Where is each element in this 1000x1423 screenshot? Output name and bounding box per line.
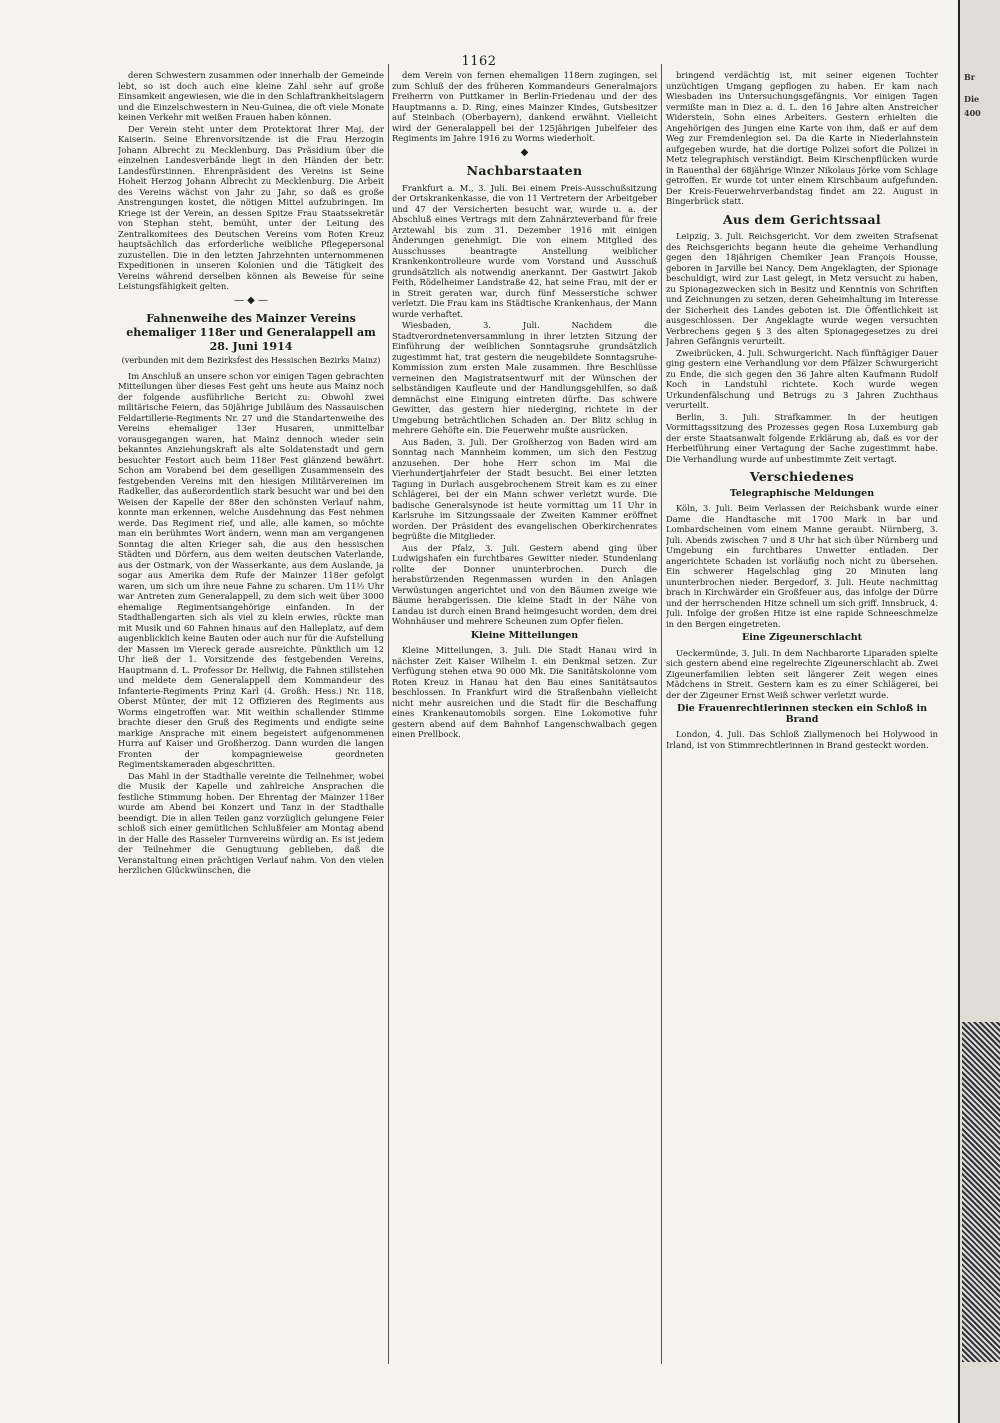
article-text: Berlin, 3. Juli. Strafkammer. In der heutigen Vormittagssitzung des Prozesses gegen Rosa Luxemburg gab der erste Staatsanwalt folgende Erklärung ab, daß es vor der Herbeiführung einer Vertagung der Sache zugestimmt habe. Die Verhandlung wurde auf unbestimmte Zeit vertagt. <box>666 411 938 464</box>
article-text: London, 4. Juli. Das Schloß Ziallymenoch bei Holywood in Irland, ist von Stimmrechtlerinnen in Brand gesteckt worden. <box>666 729 938 750</box>
sub-heading: Die Frauenrechtlerinnen stecken ein Schloß in Brand <box>676 703 928 725</box>
edge-fragment: Br <box>964 72 975 82</box>
article-text: Der Verein steht unter dem Protektorat Ihrer Maj. der Kaiserin. Seine Ehrenvorsitzende ist die Frau Herzogin Johann Albrecht zu Mecklenburg. Das Präsidium über die einzelnen Landesverbände liegt in den Händen der betr. Landesfürstinnen. Ehrenpräsident des Vereins ist Seine Hoheit Herzog Johann Albrecht zu Mecklenburg. Die Arbeit des Vereins wächst von Jahr zu Jahr, so daß es große Anstrengungen kostet, die nötigen Mittel aufzubringen. Im Kriege ist der Verein, an dessen Spitze Frau Staatssekretär von Stephan steht, bemüht, unter der Leitung des Zentralkomitees des Deutschen Vereins vom Roten Kreuz hauptsächlich das erforderliche weibliche Pflegepersonal zuzustellen. Die in den letzten Jahrzehnten unternommenen Expeditionen in unseren Kolonien und die Tätigkeit des Vereins während derselben können als Beweise für seine Leistungsfähigkeit gelten. <box>118 123 384 291</box>
article-headline: Fahnenweihe des Mainzer Vereins ehemaliger 118er und Generalappell am 28. Juni 1914 <box>126 312 376 353</box>
sub-heading: Eine Zigeunerschlacht <box>741 632 863 643</box>
column-2 <box>392 70 657 1365</box>
section-heading: Verschiedenes <box>749 469 855 484</box>
article-text: Köln, 3. Juli. Beim Verlassen der Reichsbank wurde einer Dame die Handtasche mit 1700 Mark in bar und Lombardscheinen vom einem Manne geraubt. Nürnberg, 3. Juli. Abends zwischen 7 und 8 Uhr hat sich über Nürnberg und Umgebung ein furchtbares Unwetter entladen. Der angerichtete Schaden ist vorläufig noch nicht zu übersehen. Ein schwerer Hagelschlag ging 20 Minuten lang ununterbrochen nieder. Bergedorf, 3. Juli. Heute nachmittag brach in Kirchwärder ein Großfeuer aus, das infolge der Dürre und der herrschenden Hitze schnell um sich griff. Innsbruck, 4. Juli. Infolge der großen Hitze ist eine rapide Schneeschmelze in den Bergen eingetreten. <box>666 503 938 629</box>
article-text: Leipzig, 3. Juli. Reichsgericht. Vor dem zweiten Strafsenat des Reichsgerichts begann heute die geheime Verhandlung gegen den 18jährigen Chemiker Jean François Housse, geboren in Jarville bei Nancy. Dem Angeklagten, der Spionage beschuldigt, wird zur Last gelegt, in Metz versucht zu haben, zu Spionagezwecken sich in Besitz und Kenntnis von Schriften und Zeichnungen zu setzen, deren Geheimhaltung im Interesse der Sicherheit des Landes geboten ist. Die Öffentlichkeit ist ausgeschlossen. Der Angeklagte wurde wegen versuchten Verbrechens gegen § 3 des alten Spionagegesetzes zu drei Jahren Gefängnis verurteilt. <box>666 231 938 346</box>
sub-heading: Kleine Mitteilungen <box>470 629 579 641</box>
article-text: Wiesbaden, 3. Juli. Nachdem die Stadtverordnetenversammlung in ihrer letzten Sitzung der Einführung der weiblichen Sonntagsruhe grundsätzlich zugestimmt hat, trat gestern die neugebildete Sonntagsruhe-Kommission zum ersten Male zusammen. Ihre Beschlüsse verneinen den Magistratsentwurf mit der Wünschen der selbständigen Kaufleute und der Handlungsgehilfen, so daß demnächst eine Einigung eintreten dürfte. Das schwere Gewitter, das gestern hier niederging, richtete in der Umgebung beträchtlichen Schaden an. Der Blitz schlug in mehrere Gehöfte ein. Die Feuerwehr mußte ausrücken. <box>392 320 657 435</box>
halftone-pattern <box>962 1022 1000 1362</box>
column-3 <box>666 70 938 1370</box>
column-1 <box>118 70 384 1350</box>
article-text: Kleine Mitteilungen, 3. Juli. Die Stadt Hanau wird in nächster Zeit Kaiser Wilhelm I. ein Denkmal setzen. Zur Verfügung stehen etwa 90 000 Mk. Die Sanitätskolonne vom Roten Kreuz in Hanau hat den Bau eines Sanitätsautos beschlossen. In Frankfurt wird die Straßenbahn vielleicht nicht mehr ausreichen und die Stadt für die Beschaffung eines Krankenautomobils sorgen. Eine Lokomotive fuhr gestern abend auf dem Bahnhof Langenschwalbach gegen einen Prellbock. <box>392 645 657 739</box>
edge-fragment: 400 <box>964 108 981 118</box>
edge-fragment: Die <box>964 94 980 104</box>
article-text: Im Anschluß an unsere schon vor einigen Tagen gebrachten Mitteilungen über dieses Fest geht uns heute aus Mainz noch der folgende ausführliche Bericht zu: Obwohl zwei militärische Feiern, das 50jährige Jubiläum des Nassauischen Feldartillerie-Regiments Nr. 27 und die Standartenweihe des Vereins ehemaliger 13er Husaren, unmittelbar vorausgegangen waren, hat Mainz dennoch wieder sein bekanntes Anziehungskraft als alte Soldatenstadt und gern besuchter Festort auch beim 118er Fest glänzend bewährt. Schon am Vorabend bei dem geselligen Zusammensein des festgebenden Vereins mit den hiesigen Militärvereinen im Radkeller, das außerordentlich stark besucht war und bei den Weisen der Kapelle der 88er den schönsten Verlauf nahm, konnte man erkennen, welche Ausdehnung das Fest nehmen werde. Das Regiment rief, und alle, alle kamen, so möchte man ein berühmtes Wort ändern, wenn man am vergangenen Sonntag die alten Krieger sah, die aus den hessischen Städten und Dörfern, aus dem weiten deutschen Vaterlande, aus der Ostmark, von der Wasserkante, aus dem Auslande, ja sogar aus Amerika dem Rufe der Mainzer 118er gefolgt waren, um sich um ihre neue Fahne zu scharen. Um 11½ Uhr war Antreten zum Generalappell, zu dem sich weit über 3000 ehemalige Regimentsangehörige einfanden. In der Stadthallengarten sich als viel zu klein erwies, rückte man mit Musik und 60 Fahnen hinaus auf den Halleplatz, auf dem augenblicklich keine Bauten oder auch nur für die Aufstellung der Massen im Viereck gerade ausreichte. Pünktlich um 12 Uhr ließ der 1. Vorsitzende des festgebenden Vereins, Hauptmann d. L. Professor Dr. Hellwig, die Fahnen stillstehen und meldete dem Generalappell dem Kommandeur des Infanterie-Regiments Prinz Karl (4. Großh. Hess.) Nr. 118, Oberst Münter, der mit 12 Offizieren des Regiments aus Worms eingetroffen war. Mit weithin schallender Stimme brachte dieser den Gruß des Regiments und endigte seine markige Ansprache mit einem begeistert aufgenommenen Hurra auf Kaiser und Großherzog. Dann wurden die langen Fronten der kompagnieweise geordneten Regimentskameraden abgeschritten. <box>118 370 384 769</box>
section-heading: Aus dem Gerichtssaal <box>723 211 881 227</box>
column-divider <box>661 64 662 1364</box>
article-text: Das Mahl in der Stadthalle vereinte die Teilnehmer, wobei die Musik der Kapelle und zahlreiche Ansprachen die festliche Stimmung hoben. Der Ehrentag der Mainzer 118er wurde am Abend bei Konzert und Tanz in der Stadthalle beendigt. Die in allen Teilen ganz vorzüglich gelungene Feier schloß sich einer gemütlichen Schlußfeier am Montag abend in der Halle des Rasseler Turnvereins würdig an. Es ist jedem der Teilnehmer die Genugtuung geblieben, daß die Veranstaltung einen prächtigen Verlauf nahm. Von den vielen herzlichen Glückwünschen, die <box>118 770 384 875</box>
article-text: Ueckermünde, 3. Juli. In dem Nachbarorte Liparaden spielte sich gestern abend eine regelrechte Zigeunerschlacht ab. Zwei Zigeunerfamilien lebten seit längerer Zeit wegen eines Mädchens in Streit. Gestern kam es zu einer Schlägerei, bei der der Zigeuner Ernst Weiß schwer verletzt wurde. <box>666 647 938 700</box>
article-text: dem Verein von fernen ehemaligen 118ern zugingen, sei zum Schluß der des früheren Kommandeurs Generalmajors Freiherrn von Puttkamer in Berlin-Friedenau und der des Hauptmanns a. D. Ring, eines Mainzer Kindes, Gutsbesitzer auf Steinbach (Oberbayern), dankend erwähnt. Vielleicht wird der Generalappell bei der 125jährigen Jubelfeier des Regiments im Jahre 1916 zu Worms wiederholt. <box>392 70 657 143</box>
section-heading: Nachbarstaaten <box>466 163 583 178</box>
ornament-divider: — ◆ — <box>233 294 269 306</box>
article-text: Frankfurt a. M., 3. Juli. Bei einem Preis-Ausschußsitzung der Ortskrankenkasse, die von 11 Vertretern der Arbeitgeber und 47 der Versicherten besucht war, wurde u. a. der Abschluß eines Vertrags mit dem Zahnärzteverband für freie Arztewahl bis zum 31. Dezember 1916 mit einigen Änderungen genehmigt. Die von einem Mitglied des Ausschusses beantragte Anstellung weiblicher Krankenkontrolleure wurde vom Vorstand und Ausschuß grundsätzlich als notwendig anerkannt. Der Gastwirt Jakob Feith, Rödelheimer Landstraße 42, hat seine Frau, mit der er in Streit geraten war, durch fünf Messerstiche schwer verletzt. Die Frau kam ins Städtische Krankenhaus, der Mann wurde verhaftet. <box>392 182 657 319</box>
article-subnote: (verbunden mit dem Bezirksfest des Hessischen Bezirks Mainz) <box>121 356 381 365</box>
article-text: Aus der Pfalz, 3. Juli. Gestern abend ging über Ludwigshafen ein furchtbares Gewitter nieder. Stundenlang rollte der Donner ununterbrochen. Durch die herabstürzenden Regenmassen wurden in den Anlagen Verwüstungen angerichtet und von den Bäumen zweige wie Bäume herabgerissen. Die kleine Stadt in der Nähe von Landau ist durch einen Brand heimgesucht worden, dem drei Wohnhäuser und mehrere Scheunen zum Opfer fielen. <box>392 542 657 626</box>
column-divider <box>388 64 389 1364</box>
sub-heading: Telegraphische Meldungen <box>729 487 875 499</box>
article-text: bringend verdächtig ist, mit seiner eigenen Tochter unzüchtigen Umgang gepflogen zu haben. Er kam nach Wiesbaden ins Untersuchungsgefängnis. Vor einigen Tagen vermißte man in Diez a. d. L. den 16 Jahre alten Anstreicher Widerstein, Sohn eines Arbeiters. Gestern erhielten die Angehörigen des Jungen eine Karte von ihm, daß er auf dem Weg zur Fremdenlegion sei. Da die Karte in Niederlahnstein aufgegeben wurde, hat die dortige Polizei sofort die Polizei in Metz telegraphisch verständigt. Beim Kirschenpflücken wurde in Rauenthal der 68jährige Winzer Nikolaus Jörke vom Schlage getroffen. Er wurde tot unter einem Kirschbaum aufgefunden. Der Kreis-Feuerwehrverbandstag findet am 22. August in Bingerbrück statt. <box>666 70 938 206</box>
article-text: Zweibrücken, 4. Juli. Schwurgericht. Nach fünftägiger Dauer ging gestern eine Verhandlung vor dem Pfälzer Schwurgericht zu Ende, die sich gegen den 36 Jahre alten Kaufmann Rudolf Koch in Landstuhl richtete. Koch wurde wegen Urkundenfälschung und Betrugs zu 3 Jahren Zuchthaus verurteilt. <box>666 347 938 410</box>
adjacent-page-edge <box>958 0 1000 1423</box>
page-number: 1162 <box>461 54 497 69</box>
article-text: deren Schwestern zusammen oder innerhalb der Gemeinde lebt, so ist doch auch eine kleine Zahl sehr auf große Einsamkeit angewiesen, wie die in den Schlaftrankheitslagern und die Einzelschwestern in Neu-Guinea, die oft viele Monate keinen Verkehr mit weißen Frauen haben können. <box>118 70 384 122</box>
article-text: Aus Baden, 3. Juli. Der Großherzog von Baden wird am Sonntag nach Mannheim kommen, um sich den Festzug anzusehen. Der hohe Herr schon im Mai die Vierhundertjahrfeier der Stadt besucht. Bei einer letzten Tagung in Durlach ausgebrochenem Streit kam es zu einer Schlägerei, bei der ein Mann schwer verletzt wurde. Die badische Generalsynode ist heute vormittag um 11 Uhr in Karlsruhe im Sitzungssaale der Zweiten Kammer eröffnet worden. Der Präsident des evangelischen Oberkirchenrates begrüßte die Mitglieder. <box>392 436 657 541</box>
ornament-divider: ◆ <box>520 146 529 158</box>
